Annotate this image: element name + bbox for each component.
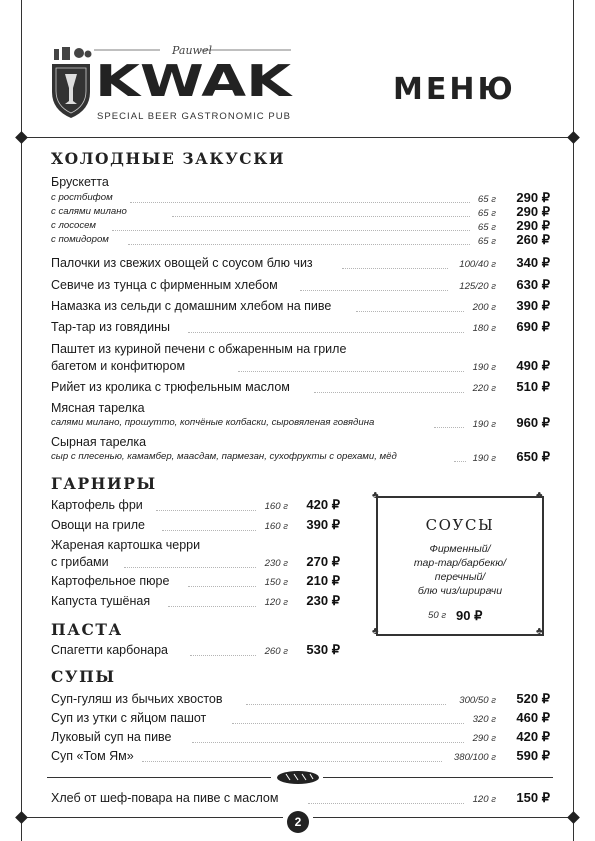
frame-top-left-vertical (21, 0, 22, 134)
bruschetta-name: Брускетта (51, 175, 109, 189)
corner-ornament-icon: ♣ (536, 490, 543, 501)
section-title-soups: СУПЫ (51, 667, 116, 686)
frame-top-right-vertical (573, 0, 574, 134)
bread-divider-right (323, 777, 553, 778)
page-number: 2 (287, 811, 309, 833)
logo-script-text: Pauwel (172, 44, 212, 57)
logo-tagline-text: SPECIAL BEER GASTRONOMIC PUB (97, 111, 290, 122)
section-title-cold: ХОЛОДНЫЕ ЗАКУСКИ (51, 149, 286, 168)
sauces-price: 90 ₽ (456, 608, 483, 623)
frame-left-vertical (21, 140, 22, 812)
frame-top-horizontal (27, 137, 568, 138)
sauces-weight: 50 г (428, 610, 447, 621)
kwak-logo (48, 44, 293, 124)
sauces-title: СОУСЫ (425, 516, 495, 534)
logo-word-text: KWAK (95, 56, 293, 107)
section-title-sides: ГАРНИРЫ (51, 474, 157, 493)
frame-diamond-icon (567, 131, 580, 144)
bread-divider-left (47, 777, 271, 778)
sauces-list: Фирменный/ тар-тар/барбекю/ перечный/ блю чиз/шрирачи (413, 543, 507, 597)
frame-diamond-icon (567, 811, 580, 824)
section-title-pasta: ПАСТА (51, 620, 123, 639)
sauces-box (376, 496, 544, 636)
frame-diamond-icon (15, 131, 28, 144)
corner-ornament-icon: ♣ (536, 626, 543, 637)
bread-icon (276, 770, 320, 785)
corner-ornament-icon: ♣ (372, 490, 379, 501)
page-title: МЕНЮ (393, 72, 516, 107)
corner-ornament-icon: ♣ (372, 626, 379, 637)
frame-bottom-right-horizontal (313, 817, 568, 818)
frame-diamond-icon (15, 811, 28, 824)
frame-right-vertical (573, 140, 574, 812)
frame-bottom-left-horizontal (27, 817, 283, 818)
